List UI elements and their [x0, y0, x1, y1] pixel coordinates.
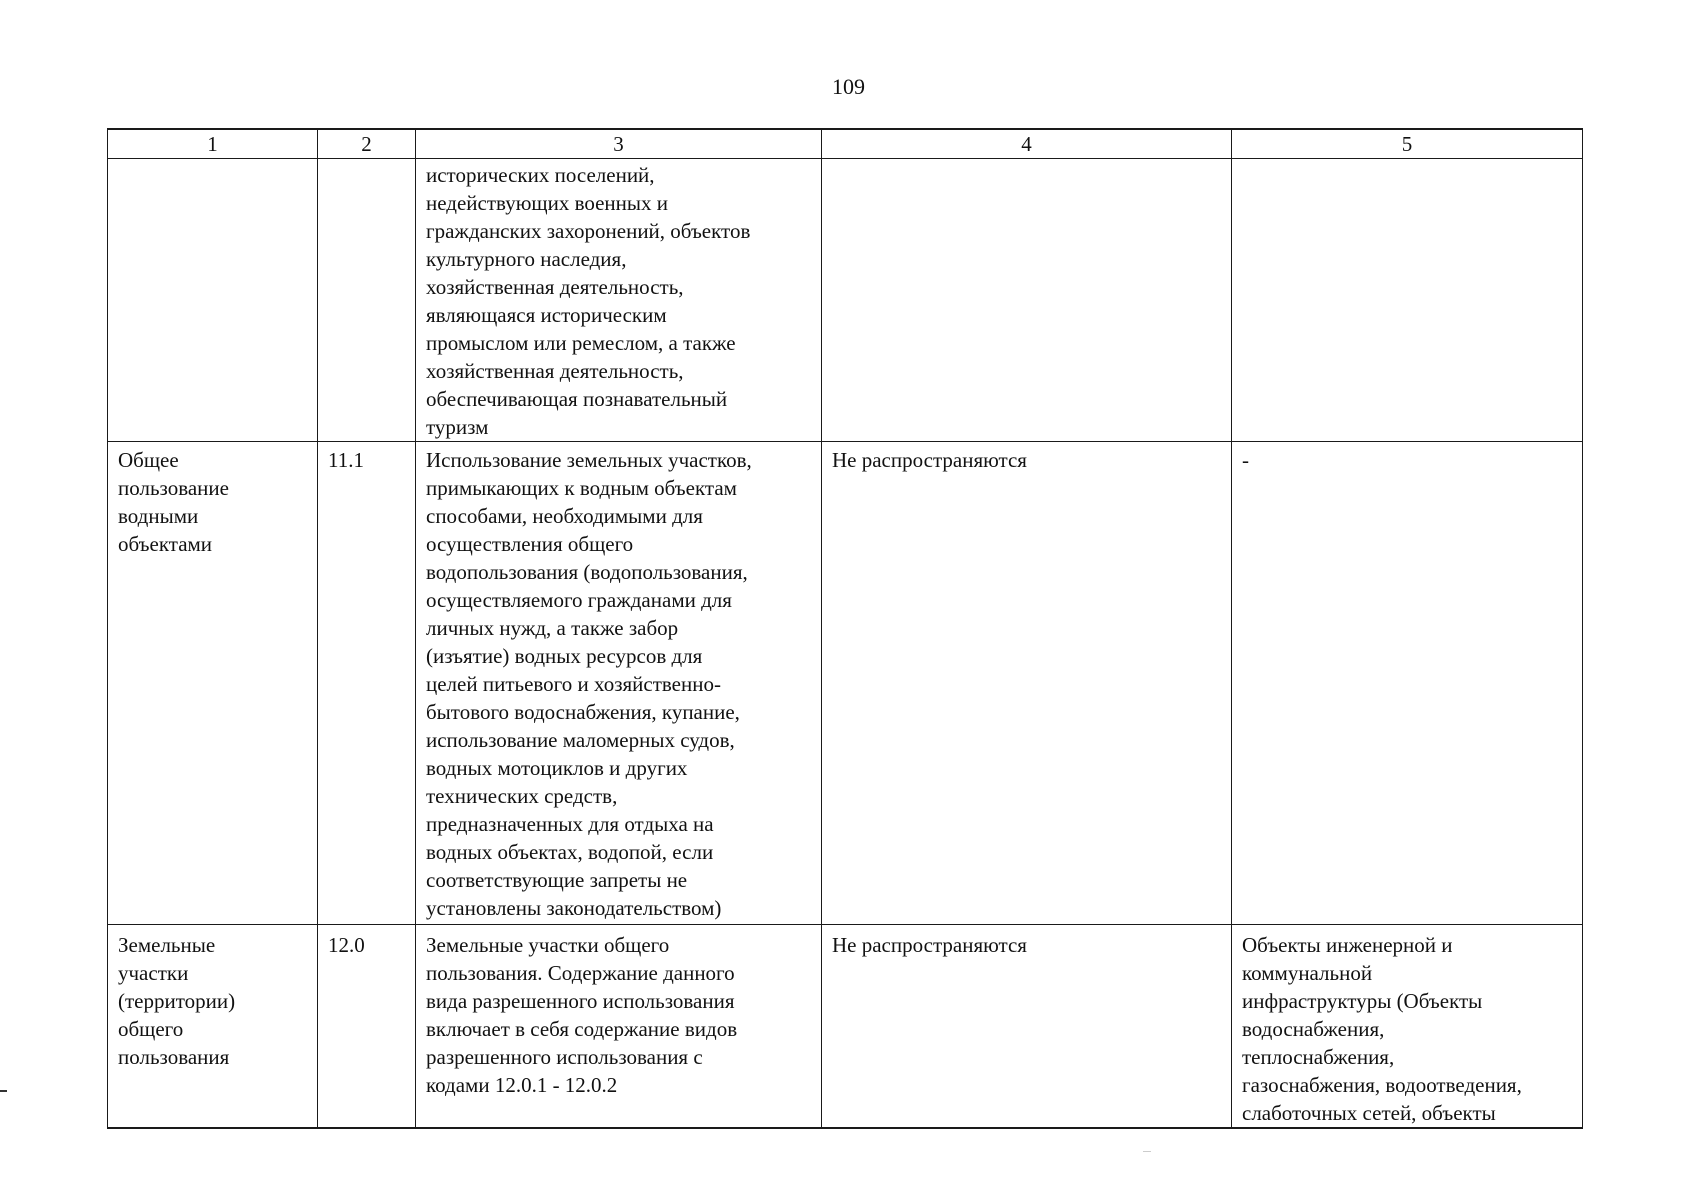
- land-use-name-cell: Общее пользование водными объектами: [108, 442, 318, 925]
- table-header-row: [108, 129, 1583, 159]
- code-cell: 12.0: [318, 925, 416, 1129]
- parameters-cell: [822, 159, 1232, 442]
- scan-margin-mark: [0, 1090, 7, 1092]
- auxiliary-uses-cell: -: [1232, 442, 1583, 925]
- land-use-name-cell: [108, 159, 318, 442]
- parameters-cell: Не распространяются: [822, 442, 1232, 925]
- auxiliary-uses-cell: [1232, 159, 1583, 442]
- column-header-3: 3: [416, 129, 822, 159]
- column-header-4: 4: [822, 129, 1232, 159]
- table-row: [108, 442, 1583, 925]
- page-number: 109: [832, 74, 865, 99]
- auxiliary-uses-cell: Объекты инженерной и коммунальной инфраструктуры (Объекты водоснабжения, теплоснабжения, газоснабжения, водоотведения, слаботочных сетей, объекты: [1232, 925, 1583, 1129]
- column-header-1: 1: [108, 129, 318, 159]
- description-cell: исторических поселений, недействующих военных и гражданских захоронений, объектов культурного наследия, хозяйственная деятельность, являющаяся историческим промыслом или ремеслом, а также хозяйственная деятельность, обеспечивающая познавательный туризм: [416, 159, 822, 442]
- code-cell: 11.1: [318, 442, 416, 925]
- regulation-table: [107, 128, 1583, 1129]
- scan-speck: [1143, 1151, 1151, 1152]
- code-cell: [318, 159, 416, 442]
- column-header-5: 5: [1232, 129, 1583, 159]
- description-cell: Использование земельных участков, примыкающих к водным объектам способами, необходимыми для осуществления общего водопользования (водопользования, осуществляемого гражданами для личных нужд, а также забор (изъятие) водных ресурсов для целей питьевого и хозяйственно- бытового водоснабжения, купание, использование маломерных судов, водных мотоциклов и других технических средств, предназначенных для отдыха на водных объектах, водопой, если соответствующие запреты не установлены законодательством): [416, 442, 822, 925]
- table-row: [108, 925, 1583, 1129]
- land-use-name-cell: Земельные участки (территории) общего пользования: [108, 925, 318, 1129]
- column-header-2: 2: [318, 129, 416, 159]
- description-cell: Земельные участки общего пользования. Содержание данного вида разрешенного использования включает в себя содержание видов разрешенного использования с кодами 12.0.1 - 12.0.2: [416, 925, 822, 1129]
- table-row: [108, 159, 1583, 442]
- parameters-cell: Не распространяются: [822, 925, 1232, 1129]
